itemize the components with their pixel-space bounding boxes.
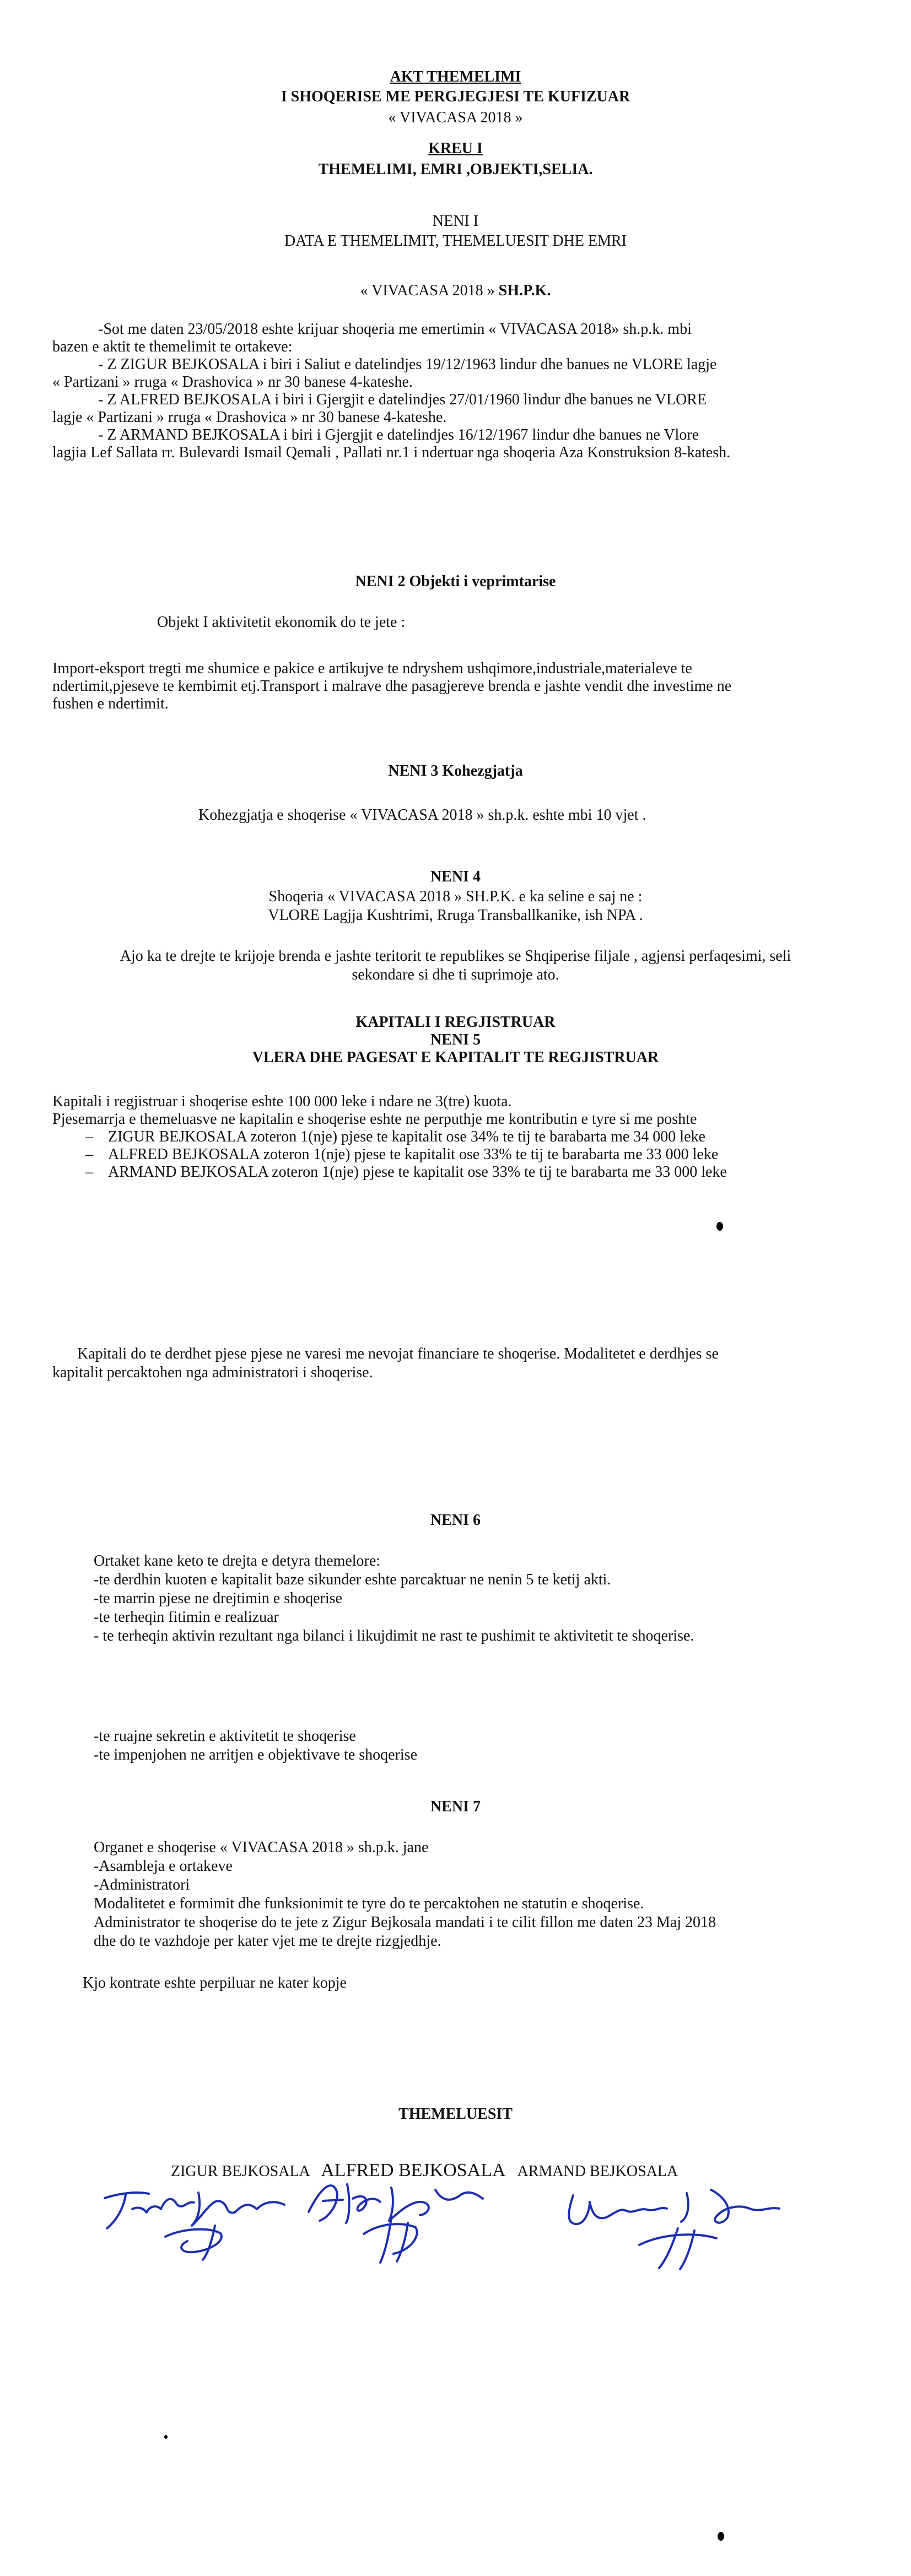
article-7-line: -Asambleja e ortakeve (94, 1858, 233, 1875)
article-7-line: Organet e shoqerise « VIVACASA 2018 » sh.p.k. jane (94, 1839, 429, 1856)
article-5-title: NENI 5 (430, 1031, 481, 1048)
article-7-line: -Administratori (94, 1876, 190, 1893)
share-bullet: – (85, 1163, 93, 1181)
article-4-paragraph: sekondare si dhe ti suprimoje ato. (352, 966, 559, 983)
article-7-title: NENI 7 (430, 1798, 481, 1815)
article-1-title: NENI I (432, 213, 479, 230)
article-4-title: NENI 4 (430, 868, 481, 885)
founder-2-line: - Z ALFRED BEJKOSALA i biri i Gjergjit e datelindjes 27/01/1960 lindur dhe banues ne VLORE (98, 391, 707, 408)
article-2-line: ndertimit,pjeseve te kembimit etj.Transport i malrave dhe pasagjereve brenda e jashte vendit dhe investime ne (52, 678, 732, 695)
article-6-line: -te impenjohen ne arritjen e objektivave te shoqerise (94, 1746, 418, 1763)
article-6-line: -te marrin pjese ne drejtimin e shoqerise (94, 1590, 342, 1607)
article-6-line: - te terheqin aktivin rezultant nga bilanci i likujdimit ne rast te pushimit te aktivitetit te shoqerise. (94, 1627, 694, 1644)
article-2-title: NENI 2 Objekti i veprimtarise (355, 573, 556, 590)
scan-artifact (718, 2532, 724, 2541)
share-bullet: – (85, 1128, 93, 1145)
article-1-line: -Sot me daten 23/05/2018 eshte krijuar shoqeria me emertimin « VIVACASA 2018» sh.p.k. mbi (98, 321, 692, 338)
article-3-text: Kohezgjatja e shoqerise « VIVACASA 2018 » sh.p.k. eshte mbi 10 vjet . (198, 807, 646, 824)
scan-artifact (716, 1222, 723, 1231)
article-6-line: Ortaket kane keto te drejta e detyra themelore: (94, 1552, 381, 1570)
article-6-line: -te derdhin kuoten e kapitalit baze sikunder eshte parcaktuar ne nenin 5 te ketij akti. (94, 1571, 611, 1588)
article-4-paragraph: Ajo ka te drejte te krijoje brenda e jashte teritorit te republikes se Shqiperise filjale , agjensi perfaqesimi, seli (120, 948, 791, 965)
company-name-header: « VIVACASA 2018 » (388, 109, 523, 126)
closing-statement: Kjo kontrate eshte perpiluar ne kater kopje (83, 1974, 347, 1991)
share-line-alfred: ALFRED BEJKOSALA zoteron 1(nje) pjese te kapitalit ose 33% te tij te barabarta me 33 000 leke (108, 1146, 719, 1163)
scan-artifact (164, 2435, 168, 2439)
share-bullet: – (85, 1146, 93, 1163)
article-7-line: Modalitetet e formimit dhe funksionimit te tyre do te percaktohen ne statutin e shoqerise. (94, 1895, 644, 1912)
company-name-line (0, 281, 911, 301)
article-1-subtitle: DATA E THEMELIMIT, THEMELUESIT DHE EMRI (284, 232, 627, 250)
article-6-line: -te terheqin fitimin e realizuar (94, 1609, 279, 1626)
signature-armand (557, 2173, 788, 2272)
capital-payment-paragraph: kapitalit percaktohen nga administratori i shoqerise. (52, 1364, 373, 1381)
signature-zigur (99, 2176, 298, 2264)
founder-3-line: - Z ARMAND BEJKOSALA i biri i Gjergjit e datelindjes 16/12/1967 lindur dhe banues ne Vlore (98, 426, 699, 443)
founder-1-line: - Z ZIGUR BEJKOSALA i biri i Saliut e datelindjes 19/12/1963 lindur dhe banues ne VLORE lagje (98, 356, 717, 373)
article-1-line: bazen e aktit te themelimit te ortakeve: (52, 338, 293, 355)
article-2-line: Import-eksport tregti me shumice e pakice e artikujve te ndryshem ushqimore,industriale,materialeve te (52, 660, 692, 677)
founder-2-address: lagje « Partizani » rruga « Drashovica » nr 30 banese 4-kateshe. (52, 409, 447, 426)
founders-title: THEMELUESIT (398, 2106, 513, 2123)
article-6-line: -te ruajne sekretin e aktivitetit te shoqerise (94, 1728, 356, 1745)
capital-amount: Kapitali i regjistruar i shoqerise eshte 100 000 leke i ndare ne 3(tre) kuota. (52, 1093, 512, 1110)
article-5-subtitle: VLERA DHE PAGESAT E KAPITALIT TE REGJISTRUAR (252, 1049, 659, 1066)
article-6-title: NENI 6 (430, 1512, 481, 1529)
article-2-intro: Objekt I aktivitetit ekonomik do te jete : (157, 614, 406, 631)
founder-1-address: « Partizani » rruga « Drashovica » nr 30 banese 4-kateshe. (52, 374, 413, 391)
company-name-quoted: « VIVACASA 2018 » (360, 282, 499, 299)
article-4-line: Shoqeria « VIVACASA 2018 » SH.P.K. e ka seline e saj ne : (268, 888, 643, 905)
document-subtitle: I SHOQERISE ME PERGJEGJESI TE KUFIZUAR (281, 88, 630, 105)
capital-section-title: KAPITALI I REGJISTRUAR (355, 1014, 556, 1031)
founder-name-zigur: ZIGUR BEJKOSALA (171, 2163, 310, 2180)
founder-name-armand: ARMAND BEJKOSALA (517, 2163, 678, 2180)
document-title: AKT THEMELIMI (390, 68, 521, 85)
capital-payment-paragraph: Kapitali do te derdhet pjese pjese ne varesi me nevojat financiare te shoqerise. Modalitetet e derdhjes se (77, 1345, 719, 1362)
share-line-zigur: ZIGUR BEJKOSALA zoteron 1(nje) pjese te kapitalit ose 34% te tij te barabarta me 34 000 leke (108, 1128, 705, 1145)
article-4-address: VLORE Lagjja Kushtrimi, Rruga Transballkanike, ish NPA . (268, 907, 643, 924)
signature-alfred (298, 2168, 496, 2267)
capital-distribution: Pjesemarrja e themeluasve ne kapitalin e shoqerise eshte ne perputhje me kontributin e tyre si me poshte (52, 1111, 697, 1128)
article-2-line: fushen e ndertimit. (52, 695, 169, 712)
company-legal-form: SH.P.K. (498, 282, 551, 299)
founder-name-alfred: ALFRED BEJKOSALA (321, 2160, 506, 2180)
article-3-title: NENI 3 Kohezgjatja (388, 762, 523, 780)
founder-3-address: lagjia Lef Sallata rr. Bulevardi Ismail Qemali , Pallati nr.1 i ndertuar nga shoqeria Aza Konstruksion 8-katesh. (52, 444, 731, 461)
chapter-subtitle: THEMELIMI, EMRI ,OBJEKTI,SELIA. (318, 161, 593, 178)
chapter-title: KREU I (428, 140, 483, 157)
share-line-armand: ARMAND BEJKOSALA zoteron 1(nje) pjese te kapitalit ose 33% te tij te barabarta me 33 000 leke (108, 1163, 727, 1181)
article-7-line: Administrator te shoqerise do te jete z Zigur Bejkosala mandati i te cilit fillon me daten 23 Maj 2018 (94, 1914, 716, 1931)
article-7-line: dhe do te vazhdoje per kater vjet me te drejte rizgjedhje. (94, 1933, 441, 1950)
